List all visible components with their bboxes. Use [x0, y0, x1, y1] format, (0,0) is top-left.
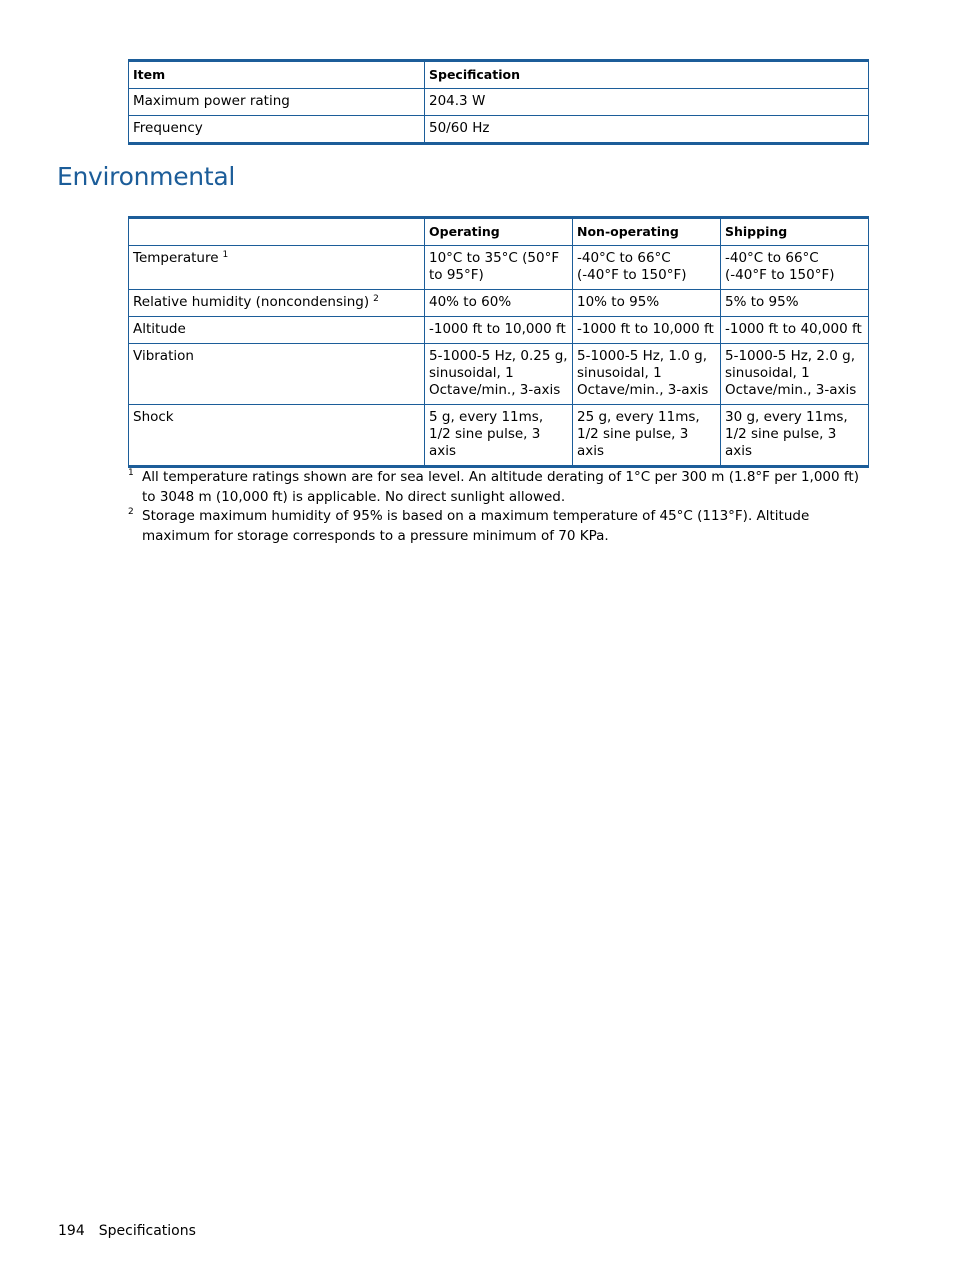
table-cell: 50/60 Hz — [425, 116, 869, 144]
table-cell: 5-1000-5 Hz, 0.25 g, sinusoidal, 1 Octave/min., 3-axis — [425, 344, 573, 405]
environmental-spec-table — [128, 216, 869, 468]
section-title: Environmental — [57, 162, 235, 191]
footnote-1 — [128, 467, 868, 507]
table-row — [129, 246, 869, 290]
footnote-marker: 1 — [128, 468, 134, 478]
page-number: 194 — [58, 1223, 85, 1239]
table-cell: 5 g, every 11ms, 1/2 sine pulse, 3 axis — [425, 405, 573, 467]
row-label: Relative humidity (noncondensing) — [133, 294, 370, 310]
footnote-text: Storage maximum humidity of 95% is based on a maximum temperature of 45°C (113°F). Altitude maximum for storage corresponds to a pressure minimum of 70 KPa. — [142, 508, 810, 544]
table-cell: 5-1000-5 Hz, 1.0 g, sinusoidal, 1 Octave/min., 3-axis — [573, 344, 721, 405]
table-row — [129, 344, 869, 405]
column-header: Item — [129, 61, 425, 89]
page-footer — [58, 1222, 196, 1240]
table-cell: 10% to 95% — [573, 290, 721, 317]
row-label-cell — [129, 246, 425, 290]
table-cell: 10°C to 35°C (50°F to 95°F) — [425, 246, 573, 290]
table-cell: 25 g, every 11ms, 1/2 sine pulse, 3 axis — [573, 405, 721, 467]
table-cell: Frequency — [129, 116, 425, 144]
footnote-marker: 2 — [128, 507, 134, 517]
table-row — [129, 405, 869, 467]
table-cell: -40°C to 66°C (-40°F to 150°F) — [573, 246, 721, 290]
column-header: Operating — [425, 218, 573, 246]
column-header — [129, 218, 425, 246]
table-cell: -1000 ft to 10,000 ft — [425, 317, 573, 344]
table-cell: -40°C to 66°C (-40°F to 150°F) — [721, 246, 869, 290]
table-row — [129, 317, 869, 344]
footnote-reference[interactable]: 2 — [373, 293, 379, 304]
row-label: Vibration — [133, 348, 194, 364]
row-label: Shock — [133, 409, 174, 425]
table-cell: -1000 ft to 40,000 ft — [721, 317, 869, 344]
power-spec-table — [128, 59, 869, 145]
table-cell: 5-1000-5 Hz, 2.0 g, sinusoidal, 1 Octave/min., 3-axis — [721, 344, 869, 405]
table-cell: 5% to 95% — [721, 290, 869, 317]
footnote-reference[interactable]: 1 — [222, 249, 229, 260]
row-label-cell — [129, 317, 425, 344]
table-cell: 30 g, every 11ms, 1/2 sine pulse, 3 axis — [721, 405, 869, 467]
table-row — [129, 89, 869, 116]
table-cell: 40% to 60% — [425, 290, 573, 317]
table-cell: -1000 ft to 10,000 ft — [573, 317, 721, 344]
row-label-cell — [129, 344, 425, 405]
table-header-row — [129, 61, 869, 89]
footer-section-title: Specifications — [98, 1223, 196, 1239]
column-header: Specification — [425, 61, 869, 89]
row-label: Temperature — [133, 250, 219, 266]
column-header: Non-operating — [573, 218, 721, 246]
table-row — [129, 290, 869, 317]
row-label-cell — [129, 290, 425, 317]
footnote-2 — [128, 506, 868, 546]
row-label: Altitude — [133, 321, 186, 337]
table-header-row — [129, 218, 869, 246]
table-cell: 204.3 W — [425, 89, 869, 116]
row-label-cell — [129, 405, 425, 467]
table-row — [129, 116, 869, 144]
column-header: Shipping — [721, 218, 869, 246]
table-cell: Maximum power rating — [129, 89, 425, 116]
footnote-text: All temperature ratings shown are for sea level. An altitude derating of 1°C per 300 m (1.8°F per 1,000 ft) to 3048 m (10,000 ft) is applicable. No direct sunlight allowed. — [142, 469, 859, 505]
